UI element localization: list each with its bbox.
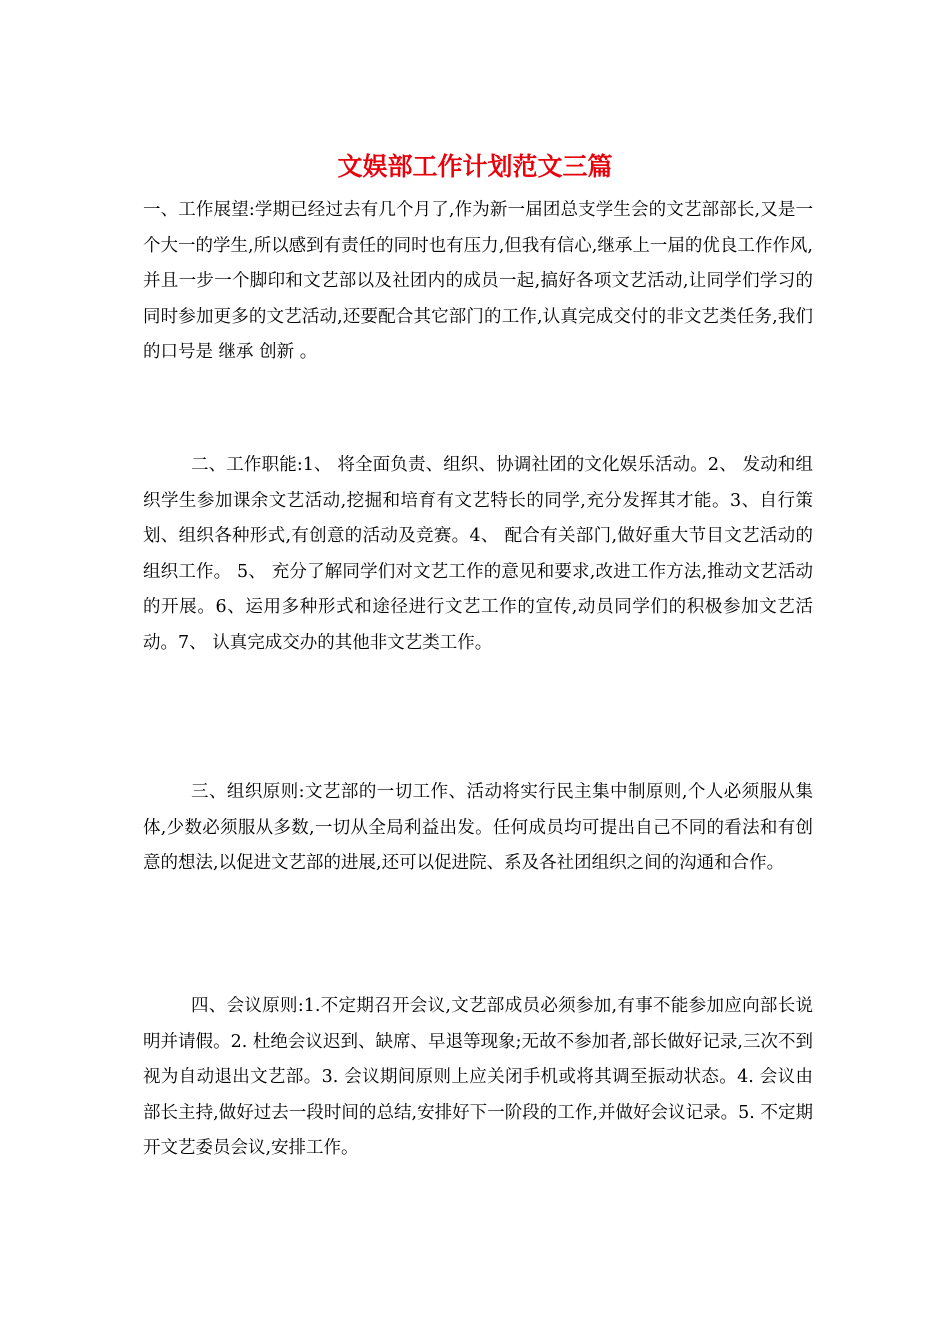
paragraph-work-functions: 二、工作职能:1、 将全面负责、组织、协调社团的文化娱乐活动。2、 发动和组织学生参加课余文艺活动,挖掘和培育有文艺特长的同学,充分发挥其才能。3、自行策划、组织各种形式,有创意的活动及竞赛。4、 配合有关部门,做好重大节目文艺活动的组织工作。 5、 充分了解同学们对文艺工作的意见和要求,改进工作方法,推动文艺活动的开展。6、运用多种形式和途径进行文艺工作的宣传,动员同学们的积极参加文艺活动。7、 认真完成交办的其他非文艺类工作。 — [143, 455, 813, 653]
paragraph-organization-principles: 三、组织原则:文艺部的一切工作、活动将实行民主集中制原则,个人必须服从集体,少数必须服从多数,一切从全局利益出发。任何成员均可提出自己不同的看法和有创意的想法,以促进文艺部的进展,还可以促进院、系及各社团组织之间的沟通和合作。 — [143, 782, 813, 873]
document-title: 文娱部工作计划范文三篇 — [337, 152, 613, 181]
paragraph-work-outlook: 一、工作展望:学期已经过去有几个月了,作为新一届团总支学生会的文艺部部长,又是一个大一的学生,所以感到有责任的同时也有压力,但我有信心,继承上一届的优良工作作风,并且一步一个脚印和文艺部以及社团内的成员一起,搞好各项文艺活动,让同学们学习的同时参加更多的文艺活动,还要配合其它部门的工作,认真完成交付的非文艺类任务,我们的口号是 继承 创新 。 — [143, 200, 813, 362]
paragraph-meeting-principles: 四、会议原则:1.不定期召开会议,文艺部成员必须参加,有事不能参加应向部长说明并请假。2. 杜绝会议迟到、缺席、早退等现象;无故不参加者,部长做好记录,三次不到视为自动退出文艺部。3. 会议期间原则上应关闭手机或将其调至振动状态。4. 会议由部长主持,做好过去一段时间的总结,安排好下一阶段的工作,并做好会议记录。5. 不定期开文艺委员会议,安排工作。 — [143, 996, 813, 1158]
